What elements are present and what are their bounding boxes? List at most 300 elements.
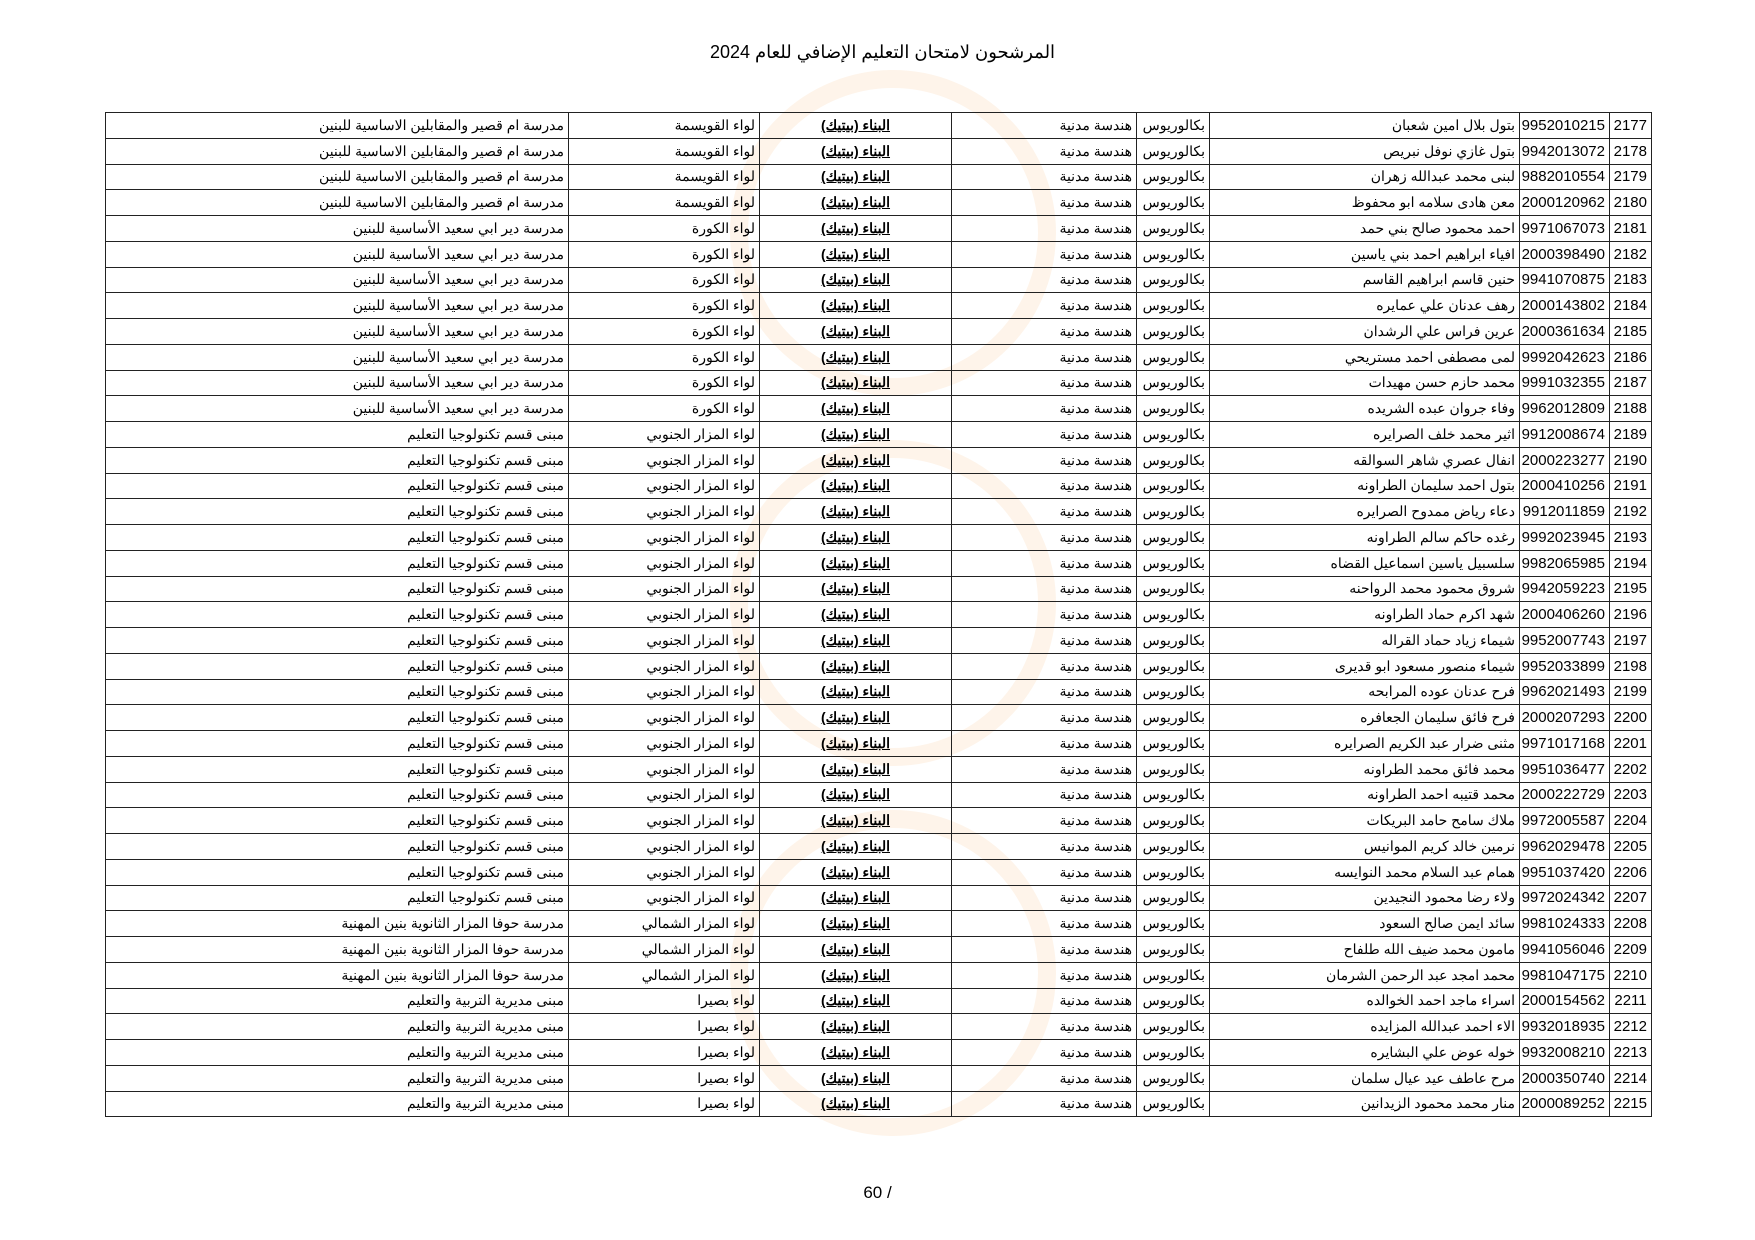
degree-cell <box>1137 190 1210 216</box>
row-number: 2213 <box>1613 1043 1647 1061</box>
national-id-cell <box>1520 937 1610 963</box>
district-cell <box>569 962 760 988</box>
row-number: 2198 <box>1613 657 1647 675</box>
exam-subject-cell <box>760 344 952 370</box>
row-number-cell <box>1610 1091 1652 1117</box>
table-row <box>106 834 1652 860</box>
degree: بكالوريوس <box>1142 1069 1205 1086</box>
candidate-name-cell <box>1210 628 1520 654</box>
row-number: 2180 <box>1613 194 1647 212</box>
exam-subject-cell <box>760 319 952 345</box>
district-cell <box>569 834 760 860</box>
table-row <box>106 138 1652 164</box>
degree-cell <box>1137 396 1210 422</box>
table-row <box>106 344 1652 370</box>
district: لواء المزار الجنوبي <box>646 812 755 829</box>
specialization-cell <box>952 1014 1137 1040</box>
degree: بكالوريوس <box>1142 683 1205 700</box>
national-id: 9952010215 <box>1521 116 1605 134</box>
degree-cell <box>1137 113 1210 139</box>
specialization: هندسة مدنية <box>1059 142 1132 159</box>
specialization-cell <box>952 113 1137 139</box>
district-cell <box>569 190 760 216</box>
specialization-cell <box>952 190 1137 216</box>
exam-center-cell <box>106 628 569 654</box>
row-number-cell <box>1610 628 1652 654</box>
specialization-cell <box>952 859 1137 885</box>
row-number: 2187 <box>1613 374 1647 392</box>
candidate-name-cell <box>1210 550 1520 576</box>
district-cell <box>569 164 760 190</box>
degree: بكالوريوس <box>1142 374 1205 391</box>
specialization-cell <box>952 782 1137 808</box>
exam-subject: البناء (بيتيك) <box>820 915 891 932</box>
district: لواء الكورة <box>691 297 755 314</box>
exam-center-cell <box>106 422 569 448</box>
exam-center-cell <box>106 859 569 885</box>
candidate-name-cell <box>1210 164 1520 190</box>
specialization-cell <box>952 216 1137 242</box>
exam-subject: البناء (بيتيك) <box>820 657 891 674</box>
exam-subject-cell <box>760 190 952 216</box>
degree: بكالوريوس <box>1142 554 1205 571</box>
district: لواء المزار الجنوبي <box>646 451 755 468</box>
candidate-name-cell <box>1210 653 1520 679</box>
exam-center: مدرسة دير ابي سعيد الأساسية للبنين <box>352 245 564 262</box>
degree-cell <box>1137 808 1210 834</box>
national-id: 9941070875 <box>1521 271 1605 289</box>
district: لواء المزار الجنوبي <box>646 863 755 880</box>
candidate-name: رهف عدنان علي عمايره <box>1376 297 1515 314</box>
district-cell <box>569 216 760 242</box>
exam-subject: البناء (بيتيك) <box>820 786 891 803</box>
specialization-cell <box>952 808 1137 834</box>
candidate-name: حنين قاسم ابراهيم القاسم <box>1362 271 1515 288</box>
national-id: 2000222729 <box>1521 786 1605 804</box>
specialization-cell <box>952 241 1137 267</box>
national-id-cell <box>1520 1065 1610 1091</box>
exam-center: مبنى قسم تكنولوجيا التعليم <box>407 786 564 803</box>
exam-center-cell <box>106 962 569 988</box>
district: لواء المزار الجنوبي <box>646 786 755 803</box>
exam-subject-cell <box>760 859 952 885</box>
district-cell <box>569 422 760 448</box>
national-id-cell <box>1520 1014 1610 1040</box>
exam-center: مدرسة دير ابي سعيد الأساسية للبنين <box>352 322 564 339</box>
candidate-name-cell <box>1210 138 1520 164</box>
degree-cell <box>1137 1065 1210 1091</box>
candidate-name-cell <box>1210 370 1520 396</box>
row-number: 2179 <box>1613 168 1647 186</box>
exam-subject: البناء (بيتيك) <box>820 1069 891 1086</box>
degree-cell <box>1137 705 1210 731</box>
specialization-cell <box>952 370 1137 396</box>
exam-center-cell <box>106 885 569 911</box>
candidate-name-cell <box>1210 396 1520 422</box>
candidate-name-cell <box>1210 756 1520 782</box>
national-id: 9981024333 <box>1521 915 1605 933</box>
candidate-name-cell <box>1210 602 1520 628</box>
exam-center: مبنى قسم تكنولوجيا التعليم <box>407 683 564 700</box>
national-id-cell <box>1520 602 1610 628</box>
table-row <box>106 447 1652 473</box>
specialization: هندسة مدنية <box>1059 760 1132 777</box>
degree-cell <box>1137 859 1210 885</box>
exam-subject-cell <box>760 241 952 267</box>
degree-cell <box>1137 319 1210 345</box>
row-number-cell <box>1610 731 1652 757</box>
specialization: هندسة مدنية <box>1059 631 1132 648</box>
degree: بكالوريوس <box>1142 1043 1205 1060</box>
national-id-cell <box>1520 267 1610 293</box>
district-cell <box>569 628 760 654</box>
row-number: 2209 <box>1613 940 1647 958</box>
exam-subject: البناء (بيتيك) <box>820 734 891 751</box>
degree: بكالوريوس <box>1142 451 1205 468</box>
candidate-name-cell <box>1210 962 1520 988</box>
candidate-name-cell <box>1210 473 1520 499</box>
degree: بكالوريوس <box>1142 863 1205 880</box>
exam-subject-cell <box>760 705 952 731</box>
exam-center-cell <box>106 911 569 937</box>
exam-center: مبنى قسم تكنولوجيا التعليم <box>407 503 564 520</box>
district-cell <box>569 138 760 164</box>
exam-subject: البناء (بيتيك) <box>820 194 891 211</box>
row-number: 2195 <box>1613 580 1647 598</box>
candidate-name: فرح فائق سليمان الجعافره <box>1360 709 1515 726</box>
exam-center-cell <box>106 525 569 551</box>
table-row <box>106 241 1652 267</box>
candidate-name: محمد فائق محمد الطراونه <box>1363 760 1515 777</box>
candidate-name-cell <box>1210 988 1520 1014</box>
exam-center-cell <box>106 344 569 370</box>
exam-center-cell <box>106 113 569 139</box>
candidate-name-cell <box>1210 782 1520 808</box>
row-number: 2206 <box>1613 863 1647 881</box>
district: لواء المزار الجنوبي <box>646 425 755 442</box>
row-number-cell <box>1610 834 1652 860</box>
exam-subject: البناء (بيتيك) <box>820 116 891 133</box>
exam-center-cell <box>106 447 569 473</box>
degree-cell <box>1137 731 1210 757</box>
district: لواء بصيرا <box>697 1043 755 1060</box>
degree-cell <box>1137 988 1210 1014</box>
degree: بكالوريوس <box>1142 889 1205 906</box>
exam-subject-cell <box>760 756 952 782</box>
degree-cell <box>1137 422 1210 448</box>
national-id-cell <box>1520 344 1610 370</box>
degree: بكالوريوس <box>1142 734 1205 751</box>
table-row <box>106 267 1652 293</box>
exam-subject: البناء (بيتيك) <box>820 1095 891 1112</box>
row-number: 2190 <box>1613 451 1647 469</box>
exam-center-cell <box>106 241 569 267</box>
exam-subject-cell <box>760 1065 952 1091</box>
district: لواء الكورة <box>691 400 755 417</box>
candidate-name-cell <box>1210 293 1520 319</box>
row-number: 2182 <box>1613 245 1647 263</box>
degree: بكالوريوس <box>1142 503 1205 520</box>
national-id-cell <box>1520 138 1610 164</box>
degree: بكالوريوس <box>1142 297 1205 314</box>
candidate-name: فرح عدنان عوده المرابحه <box>1368 683 1515 700</box>
district-cell <box>569 473 760 499</box>
district-cell <box>569 370 760 396</box>
national-id-cell <box>1520 705 1610 731</box>
exam-subject: البناء (بيتيك) <box>820 142 891 159</box>
exam-subject: البناء (بيتيك) <box>820 322 891 339</box>
exam-center: مبنى قسم تكنولوجيا التعليم <box>407 760 564 777</box>
candidate-name-cell <box>1210 241 1520 267</box>
exam-center: مدرسة ام قصير والمقابلين الاساسية للبنين <box>319 116 564 133</box>
specialization: هندسة مدنية <box>1059 168 1132 185</box>
specialization-cell <box>952 834 1137 860</box>
exam-center-cell <box>106 396 569 422</box>
exam-center: مبنى قسم تكنولوجيا التعليم <box>407 425 564 442</box>
candidate-name: مامون محمد ضيف الله طلفاح <box>1343 940 1515 957</box>
exam-center: مبنى قسم تكنولوجيا التعليم <box>407 837 564 854</box>
district: لواء الكورة <box>691 271 755 288</box>
specialization: هندسة مدنية <box>1059 374 1132 391</box>
specialization: هندسة مدنية <box>1059 683 1132 700</box>
degree: بكالوريوس <box>1142 425 1205 442</box>
exam-subject-cell <box>760 396 952 422</box>
table-row <box>106 550 1652 576</box>
exam-subject-cell <box>760 962 952 988</box>
specialization-cell <box>952 396 1137 422</box>
candidate-name: منار محمد محمود الزيدانين <box>1360 1095 1515 1112</box>
exam-center: مبنى قسم تكنولوجيا التعليم <box>407 657 564 674</box>
degree: بكالوريوس <box>1142 322 1205 339</box>
row-number: 2191 <box>1613 477 1647 495</box>
row-number-cell <box>1610 808 1652 834</box>
specialization-cell <box>952 653 1137 679</box>
candidate-name-cell <box>1210 190 1520 216</box>
exam-subject-cell <box>760 808 952 834</box>
specialization: هندسة مدنية <box>1059 219 1132 236</box>
row-number-cell <box>1610 550 1652 576</box>
degree-cell <box>1137 602 1210 628</box>
national-id: 9942059223 <box>1521 580 1605 598</box>
exam-subject: البناء (بيتيك) <box>820 606 891 623</box>
row-number-cell <box>1610 937 1652 963</box>
district: لواء المزار الجنوبي <box>646 554 755 571</box>
table-row <box>106 628 1652 654</box>
specialization-cell <box>952 937 1137 963</box>
national-id-cell <box>1520 550 1610 576</box>
exam-subject-cell <box>760 370 952 396</box>
exam-subject-cell <box>760 138 952 164</box>
exam-center: مبنى مديرية التربية والتعليم <box>407 992 564 1009</box>
candidate-name-cell <box>1210 525 1520 551</box>
row-number: 2208 <box>1613 915 1647 933</box>
row-number-cell <box>1610 911 1652 937</box>
district: لواء المزار الجنوبي <box>646 683 755 700</box>
national-id-cell <box>1520 190 1610 216</box>
degree: بكالوريوس <box>1142 400 1205 417</box>
row-number-cell <box>1610 164 1652 190</box>
candidate-name: شهد اكرم حماد الطراونه <box>1374 606 1515 623</box>
specialization: هندسة مدنية <box>1059 657 1132 674</box>
district-cell <box>569 550 760 576</box>
district-cell <box>569 1065 760 1091</box>
candidate-name: شروق محمود محمد الرواحنه <box>1349 580 1515 597</box>
district-cell <box>569 602 760 628</box>
candidate-name-cell <box>1210 1014 1520 1040</box>
candidate-name-cell <box>1210 859 1520 885</box>
specialization-cell <box>952 447 1137 473</box>
district-cell <box>569 782 760 808</box>
table-row <box>106 885 1652 911</box>
district-cell <box>569 576 760 602</box>
degree: بكالوريوس <box>1142 940 1205 957</box>
national-id: 9932018935 <box>1521 1018 1605 1036</box>
district: لواء المزار الجنوبي <box>646 528 755 545</box>
national-id: 2000398490 <box>1521 245 1605 263</box>
exam-subject: البناء (بيتيك) <box>820 580 891 597</box>
degree: بكالوريوس <box>1142 760 1205 777</box>
table-row <box>106 525 1652 551</box>
exam-subject-cell <box>760 937 952 963</box>
exam-center-cell <box>106 1040 569 1066</box>
table-row <box>106 1065 1652 1091</box>
exam-subject-cell <box>760 1040 952 1066</box>
specialization: هندسة مدنية <box>1059 992 1132 1009</box>
row-number: 2186 <box>1613 348 1647 366</box>
national-id-cell <box>1520 241 1610 267</box>
specialization: هندسة مدنية <box>1059 297 1132 314</box>
row-number: 2185 <box>1613 322 1647 340</box>
district: لواء المزار الجنوبي <box>646 606 755 623</box>
candidate-name: محمد حازم حسن مهيدات <box>1368 374 1515 391</box>
exam-center-cell <box>106 370 569 396</box>
exam-subject-cell <box>760 602 952 628</box>
candidate-name: سلسبيل ياسين اسماعيل القضاه <box>1330 554 1515 571</box>
district-cell <box>569 319 760 345</box>
row-number: 2214 <box>1613 1069 1647 1087</box>
exam-subject: البناء (بيتيك) <box>820 528 891 545</box>
exam-subject-cell <box>760 499 952 525</box>
national-id-cell <box>1520 113 1610 139</box>
candidate-name-cell <box>1210 911 1520 937</box>
specialization: هندسة مدنية <box>1059 915 1132 932</box>
row-number-cell <box>1610 782 1652 808</box>
national-id: 2000089252 <box>1521 1095 1605 1113</box>
degree-cell <box>1137 473 1210 499</box>
exam-center-cell <box>106 782 569 808</box>
district: لواء المزار الجنوبي <box>646 760 755 777</box>
district: لواء الكورة <box>691 374 755 391</box>
table-row <box>106 473 1652 499</box>
exam-subject: البناء (بيتيك) <box>820 503 891 520</box>
national-id-cell <box>1520 756 1610 782</box>
district: لواء المزار الجنوبي <box>646 889 755 906</box>
exam-center-cell <box>106 834 569 860</box>
national-id: 9941056046 <box>1521 940 1605 958</box>
degree: بكالوريوس <box>1142 271 1205 288</box>
exam-subject: البناء (بيتيك) <box>820 425 891 442</box>
exam-subject: البناء (بيتيك) <box>820 1043 891 1060</box>
national-id-cell <box>1520 576 1610 602</box>
exam-center: مبنى مديرية التربية والتعليم <box>407 1043 564 1060</box>
exam-subject: البناء (بيتيك) <box>820 554 891 571</box>
district: لواء الكورة <box>691 322 755 339</box>
national-id-cell <box>1520 1091 1610 1117</box>
row-number-cell <box>1610 653 1652 679</box>
degree: بكالوريوس <box>1142 168 1205 185</box>
district: لواء الكورة <box>691 245 755 262</box>
exam-center: مبنى قسم تكنولوجيا التعليم <box>407 812 564 829</box>
district-cell <box>569 911 760 937</box>
candidate-name: مرح عاطف عيد عيال سلمان <box>1350 1069 1515 1086</box>
candidate-name: ولاء رضا محمود النجيدين <box>1373 889 1515 906</box>
exam-subject: البناء (بيتيك) <box>820 168 891 185</box>
row-number: 2204 <box>1613 812 1647 830</box>
exam-center: مبنى قسم تكنولوجيا التعليم <box>407 580 564 597</box>
row-number-cell <box>1610 344 1652 370</box>
specialization-cell <box>952 911 1137 937</box>
exam-subject-cell <box>760 1014 952 1040</box>
degree-cell <box>1137 911 1210 937</box>
row-number-cell <box>1610 962 1652 988</box>
page-number: 60 / <box>863 1183 892 1202</box>
specialization: هندسة مدنية <box>1059 451 1132 468</box>
exam-center: مبنى قسم تكنولوجيا التعليم <box>407 451 564 468</box>
specialization-cell <box>952 962 1137 988</box>
candidate-name: بتول بلال امين شعبان <box>1391 116 1515 133</box>
specialization-cell <box>952 679 1137 705</box>
exam-subject: البناء (بيتيك) <box>820 451 891 468</box>
specialization-cell <box>952 344 1137 370</box>
specialization: هندسة مدنية <box>1059 477 1132 494</box>
candidate-name: اثير محمد خلف الصرايره <box>1372 425 1515 442</box>
degree-cell <box>1137 550 1210 576</box>
row-number: 2207 <box>1613 889 1647 907</box>
national-id-cell <box>1520 911 1610 937</box>
specialization: هندسة مدنية <box>1059 889 1132 906</box>
row-number-cell <box>1610 756 1652 782</box>
exam-subject: البناء (بيتيك) <box>820 837 891 854</box>
district: لواء المزار الجنوبي <box>646 657 755 674</box>
candidate-name: رغده حاكم سالم الطراونه <box>1366 528 1515 545</box>
candidate-name-cell <box>1210 113 1520 139</box>
exam-center: مبنى قسم تكنولوجيا التعليم <box>407 709 564 726</box>
exam-subject: البناء (بيتيك) <box>820 940 891 957</box>
specialization-cell <box>952 499 1137 525</box>
district-cell <box>569 113 760 139</box>
exam-center: مبنى مديرية التربية والتعليم <box>407 1095 564 1112</box>
specialization: هندسة مدنية <box>1059 425 1132 442</box>
exam-subject-cell <box>760 447 952 473</box>
specialization-cell <box>952 319 1137 345</box>
exam-center-cell <box>106 731 569 757</box>
specialization: هندسة مدنية <box>1059 812 1132 829</box>
candidate-name: عرين فراس علي الرشدان <box>1363 322 1515 339</box>
candidate-name: سائد ايمن صالح السعود <box>1379 915 1515 932</box>
degree-cell <box>1137 782 1210 808</box>
district: لواء الكورة <box>691 348 755 365</box>
table-row <box>106 602 1652 628</box>
district-cell <box>569 705 760 731</box>
table-row <box>106 653 1652 679</box>
table-row <box>106 319 1652 345</box>
district-cell <box>569 937 760 963</box>
national-id-cell <box>1520 499 1610 525</box>
table-row <box>106 422 1652 448</box>
row-number: 2184 <box>1613 297 1647 315</box>
row-number: 2201 <box>1613 734 1647 752</box>
row-number: 2177 <box>1613 116 1647 134</box>
